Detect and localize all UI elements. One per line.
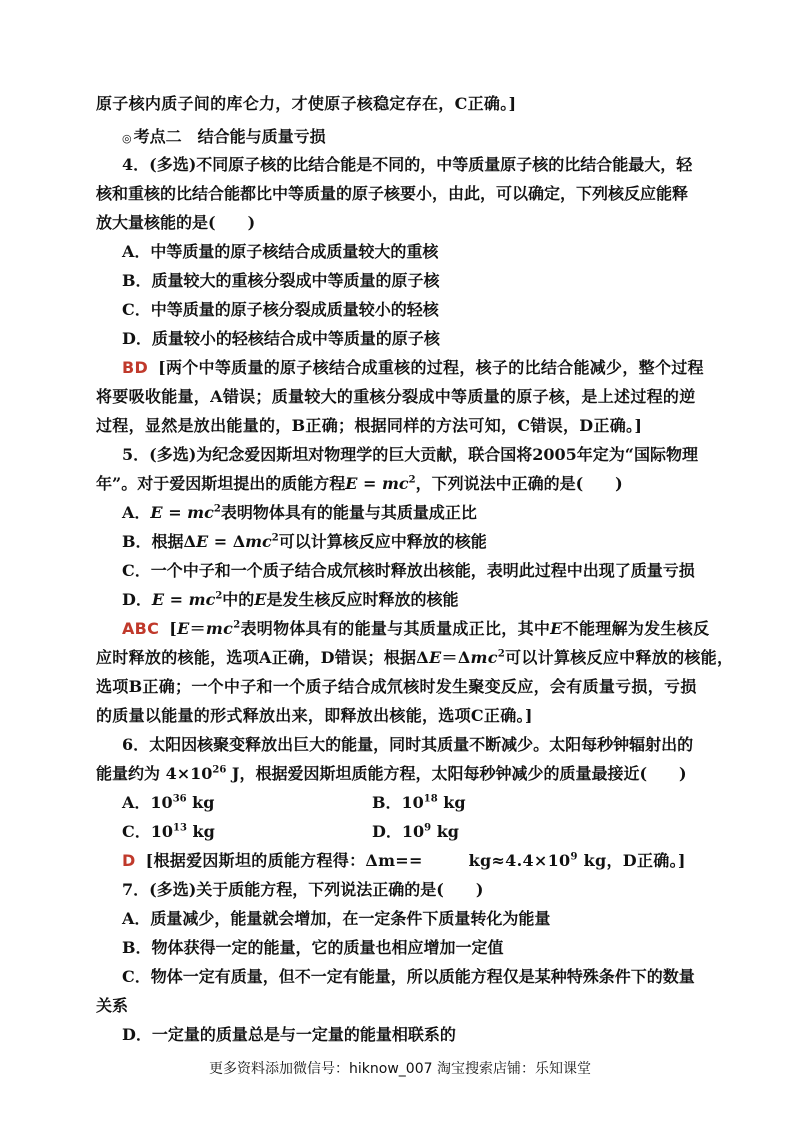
q4-explanation-line-3: 过程，显然是放出能量的，B正确；根据同样的方法可知，C错误，D正确。] (96, 416, 643, 435)
q5-option-c: C．一个中子和一个质子结合成氘核时释放出核能，表明此过程中出现了质量亏损 (122, 561, 695, 580)
q7-option-c-cont: 关系 (96, 996, 129, 1015)
q5-explanation-line-3: 选项B正确；一个中子和一个质子结合成氘核时发生聚变反应，会有质量亏损，亏损 (96, 677, 697, 696)
footer-note: 更多资料添加微信号：hiknow_007 淘宝搜索店铺：乐知课堂 (209, 1061, 591, 1077)
q7-option-c: C．物体一定有质量，但不一定有能量，所以质能方程仅是某种特殊条件下的数量 (122, 967, 695, 986)
q7-option-b: B．物体获得一定的能量，它的质量也相应增加一定值 (122, 938, 504, 957)
q4-answer: BD (122, 358, 149, 377)
target-icon: ◎ (122, 132, 132, 145)
carryover-text: 原子核内质子间的库仑力，才使原子核稳定存在，C正确。] (96, 94, 517, 113)
q5-option-a: A．$E = mc^2$表明物体具有的能量与其质量成正比 (122, 503, 477, 522)
q4-explanation-line-1: BD [两个中等质量的原子核结合成重核的过程，核子的比结合能减少，整个过程 (122, 358, 704, 377)
section-heading (122, 127, 326, 149)
q5-explanation-line-4: 的质量以能量的形式释放出来，即释放出核能，选项C正确。] (96, 706, 533, 725)
q4-option-c: C．中等质量的原子核分裂成质量较小的轻核 (122, 300, 439, 319)
q4-stem-line-1: 4．(多选)不同原子核的比结合能是不同的，中等质量原子核的比结合能最大，轻 (122, 155, 693, 174)
q6-option-c: C．$10^{13}$ kg (122, 822, 215, 841)
q6-answer: D (122, 851, 136, 870)
q4-stem-line-3: 放大量核能的是( ) (96, 213, 256, 232)
q4-option-a: A．中等质量的原子核结合成质量较大的重核 (122, 242, 439, 261)
q4-option-b: B．质量较大的重核分裂成中等质量的原子核 (122, 271, 440, 290)
q5-option-b: B．根据ΔE = Δmc$^2$可以计算核反应中释放的核能 (122, 532, 487, 551)
section-title: 考点二 结合能与质量亏损 (133, 127, 326, 146)
q4-explanation-line-2: 将要吸收能量，A错误；质量较大的重核分裂成中等质量的原子核，是上述过程的逆 (96, 387, 696, 406)
q6-option-a: A．$10^{36}$ kg (122, 793, 215, 812)
q5-stem-line-2: 年”。对于爱因斯坦提出的质能方程$E = mc^2$，下列说法中正确的是( ) (96, 474, 623, 493)
q6-explanation: D [根据爱因斯坦的质能方程得：$\Delta m== kg\approx 4.4\times 10^9$ kg，D正确。] (122, 851, 686, 870)
q4-option-d: D．质量较小的轻核结合成中等质量的原子核 (122, 329, 440, 348)
q4-stem-line-2: 核和重核的比结合能都比中等质量的原子核要小，由此，可以确定，下列核反应能释 (96, 184, 689, 203)
q6-stem-line-2: 能量约为 $4\times 10^{26}$ J，根据爱因斯坦质能方程，太阳每秒钟减少的质量最接近( ) (96, 764, 687, 783)
q7-option-d: D．一定量的质量总是与一定量的能量相联系的 (122, 1025, 456, 1044)
q5-stem-line-1: 5．(多选)为纪念爱因斯坦对物理学的巨大贡献，联合国将2005年定为“国际物理 (122, 445, 699, 464)
q5-option-d: D．$E = mc^2$中的E是发生核反应时释放的核能 (122, 590, 459, 609)
q5-explanation-line-2: 应时释放的核能，选项A正确，D错误；根据ΔE＝Δmc$^2$可以计算核反应中释放的核能， (96, 648, 734, 667)
q7-option-a: A．质量减少，能量就会增加，在一定条件下质量转化为能量 (122, 909, 551, 928)
q6-stem-line-1: 6．太阳因核聚变释放出巨大的能量，同时其质量不断减少。太阳每秒钟辐射出的 (122, 735, 694, 754)
q5-explanation-line-1: ABC [$E=mc^2$表明物体具有的能量与其质量成正比，其中E不能理解为发生核反 (122, 619, 710, 638)
q7-stem: 7．(多选)关于质能方程，下列说法正确的是( ) (122, 880, 484, 899)
q6-option-d: D．$10^9$ kg (372, 822, 459, 841)
q5-answer: ABC (122, 619, 160, 638)
q6-option-b: B．$10^{18}$ kg (372, 793, 466, 812)
